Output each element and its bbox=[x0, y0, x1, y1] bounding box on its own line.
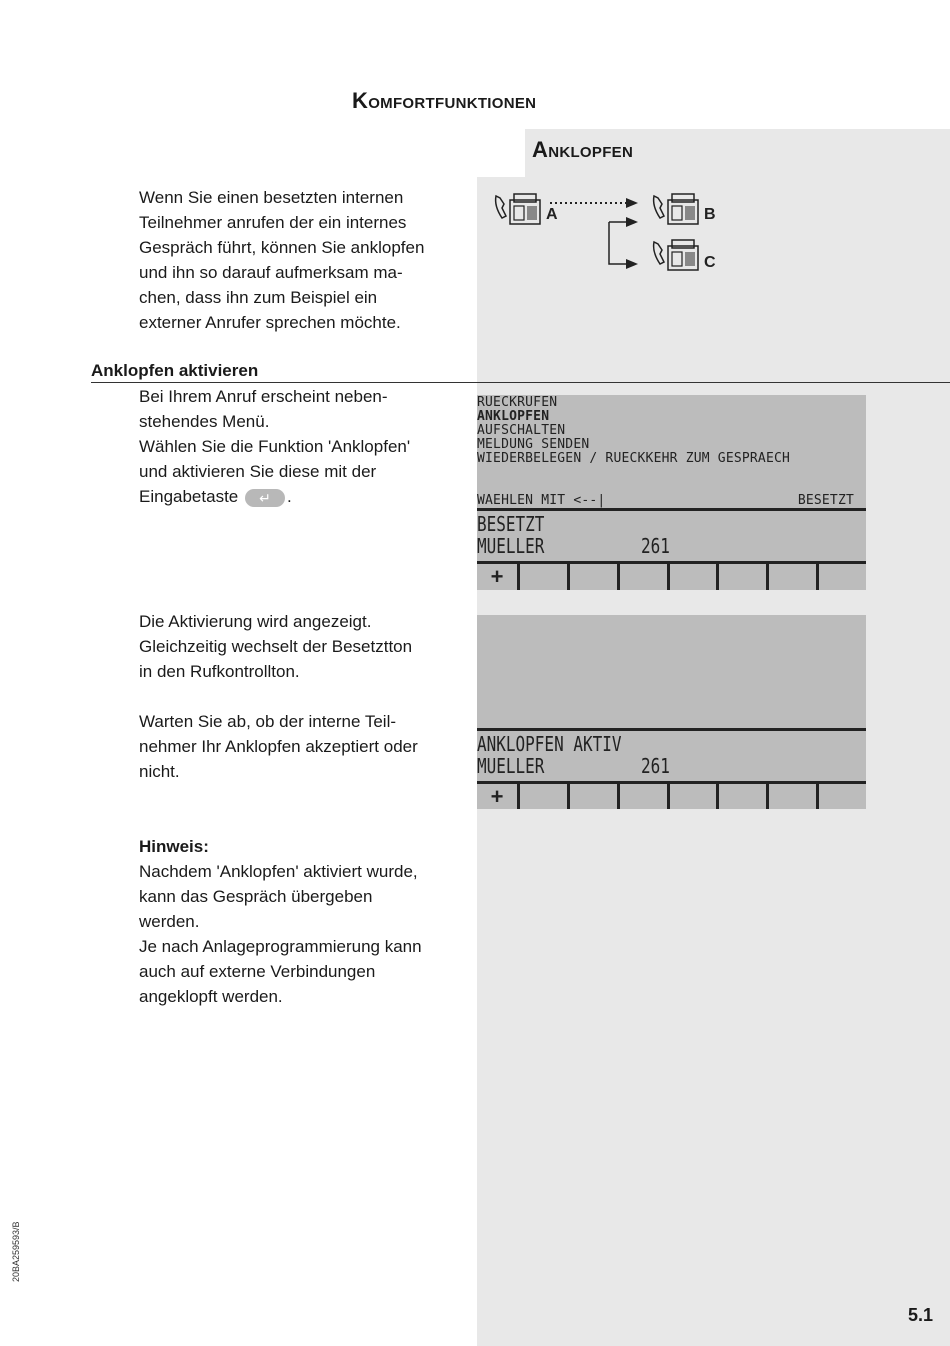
note-paragraph: Nachdem 'Anklopfen' aktiviert wurde, kann das Gespräch übergeben werden. Je nach Anlageprogrammierung kann auch auf externe Verbindungen angeklopft werden. bbox=[139, 862, 422, 1006]
activate-text-end: . bbox=[286, 487, 292, 506]
intro-paragraph: Wenn Sie einen besetzten internen Teilnehmer anrufen der ein internes Gespräch führt, können Sie anklopfen und ihn so darauf aufmerksam ma- chen, dass ihn zum Beispiel ein externer Anrufer sprechen möchte. bbox=[139, 188, 425, 332]
display-line2-number: 261 bbox=[641, 534, 670, 558]
phone-display-active bbox=[477, 615, 866, 809]
display-divider bbox=[477, 728, 866, 731]
label-a: A bbox=[546, 206, 558, 223]
display-status: BESETZT bbox=[797, 493, 854, 508]
display-line2-name: MUELLER bbox=[477, 534, 545, 558]
softkey[interactable] bbox=[816, 564, 866, 590]
softkey[interactable] bbox=[766, 784, 816, 809]
activate-paragraph bbox=[139, 384, 410, 509]
softkey-plus[interactable]: + bbox=[490, 564, 504, 589]
note-heading: Hinweis: bbox=[139, 837, 209, 856]
header-notch bbox=[477, 129, 525, 177]
display-line1: ANKLOPFEN AKTIV bbox=[477, 732, 622, 756]
menu-item-anklopfen[interactable]: ANKLOPFEN bbox=[477, 409, 550, 424]
softkey-plus[interactable]: + bbox=[490, 783, 504, 809]
softkey[interactable] bbox=[617, 564, 667, 590]
menu-item-wiederbelegen[interactable]: WIEDERBELEGEN / RUECKKEHR ZUM GESPRAECH bbox=[477, 451, 791, 466]
display-line1: BESETZT bbox=[477, 512, 545, 536]
phone-icon bbox=[650, 192, 702, 226]
activate-text: Bei Ihrem Anruf erscheint neben- stehendes Menü. Wählen Sie die Funktion 'Anklopfen' und aktivieren Sie diese mit der Eingabetaste bbox=[139, 387, 411, 506]
softkey[interactable] bbox=[667, 784, 717, 809]
softkey[interactable] bbox=[667, 564, 717, 590]
phone-display-menu bbox=[477, 395, 866, 590]
display-prompt: WAEHLEN MIT <--| bbox=[477, 493, 606, 508]
wait-paragraph: Warten Sie ab, ob der interne Teil- nehmer Ihr Anklopfen akzeptiert oder nicht. bbox=[139, 712, 418, 781]
softkey-row bbox=[477, 564, 866, 590]
display-divider bbox=[477, 508, 866, 511]
page-title: Komfortfunktionen bbox=[352, 88, 537, 113]
softkey[interactable] bbox=[716, 564, 766, 590]
softkey[interactable] bbox=[766, 564, 816, 590]
label-c: C bbox=[704, 254, 716, 271]
menu-item-rueckrufen[interactable]: RUECKRUFEN bbox=[477, 395, 558, 410]
section-title: Anklopfen bbox=[532, 137, 634, 162]
activate-heading: Anklopfen aktivieren bbox=[91, 361, 259, 380]
call-diagram bbox=[488, 186, 728, 276]
page-number: 5.1 bbox=[908, 1305, 934, 1325]
menu-item-meldung-senden[interactable]: MELDUNG SENDEN bbox=[477, 437, 590, 452]
softkey[interactable] bbox=[816, 784, 866, 809]
menu-item-aufschalten[interactable]: AUFSCHALTEN bbox=[477, 423, 566, 438]
shown-paragraph: Die Aktivierung wird angezeigt. Gleichzeitig wechselt der Besetztton in den Rufkontrollton. bbox=[139, 612, 413, 681]
softkey[interactable] bbox=[617, 784, 667, 809]
phone-icon bbox=[492, 192, 544, 226]
display-line2-number: 261 bbox=[641, 754, 670, 778]
enter-key-icon: ↵ bbox=[245, 489, 285, 507]
section-divider bbox=[91, 382, 950, 383]
label-b: B bbox=[704, 206, 716, 223]
softkey-row bbox=[477, 784, 866, 809]
softkey[interactable] bbox=[517, 784, 567, 809]
softkey[interactable] bbox=[567, 784, 617, 809]
document-code: 20BA259593/B bbox=[11, 1221, 21, 1282]
softkey[interactable] bbox=[716, 784, 766, 809]
display-line2-name: MUELLER bbox=[477, 754, 545, 778]
phone-icon bbox=[650, 238, 702, 272]
softkey[interactable] bbox=[567, 564, 617, 590]
softkey[interactable] bbox=[517, 564, 567, 590]
